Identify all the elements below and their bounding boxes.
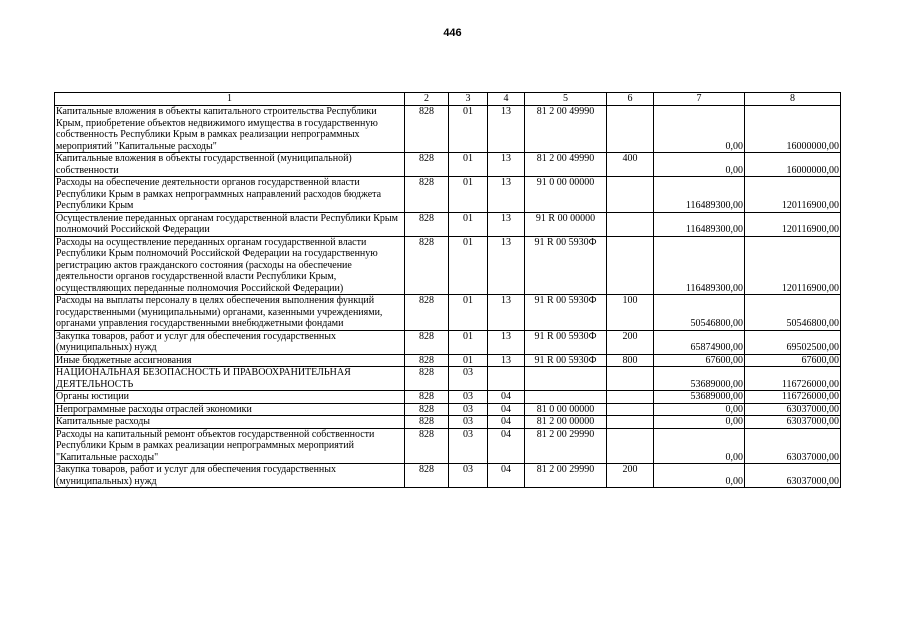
header-cell-5: 5 xyxy=(525,93,607,106)
row-rz-cell: 01 xyxy=(449,295,488,331)
row-pr-cell: 13 xyxy=(488,236,525,295)
row-ved-cell: 828 xyxy=(405,354,449,367)
row-name-cell: НАЦИОНАЛЬНАЯ БЕЗОПАСНОСТЬ И ПРАВООХРАНИТЕЛЬНАЯ ДЕЯТЕЛЬНОСТЬ xyxy=(55,367,405,391)
row-vr-cell xyxy=(607,428,654,464)
row-rz-cell: 03 xyxy=(449,428,488,464)
row-csr-cell: 81 0 00 00000 xyxy=(525,403,607,416)
table-row xyxy=(55,354,841,367)
row-rz-cell: 03 xyxy=(449,367,488,391)
row-csr-cell xyxy=(525,367,607,391)
row-pr-cell: 13 xyxy=(488,295,525,331)
row-pr-cell: 13 xyxy=(488,212,525,236)
row-vr-cell xyxy=(607,212,654,236)
row-sum2-cell: 69502500,00 xyxy=(745,330,841,354)
row-sum1-cell: 0,00 xyxy=(654,403,745,416)
row-sum2-cell: 120116900,00 xyxy=(745,177,841,213)
row-rz-cell: 03 xyxy=(449,464,488,488)
row-sum2-cell: 116726000,00 xyxy=(745,391,841,404)
row-ved-cell: 828 xyxy=(405,295,449,331)
table-row xyxy=(55,236,841,295)
row-sum1-cell: 0,00 xyxy=(654,106,745,153)
row-vr-cell: 800 xyxy=(607,354,654,367)
row-sum2-cell: 67600,00 xyxy=(745,354,841,367)
row-name-cell: Расходы на капитальный ремонт объектов государственной собственности Республики Крым в рамках реализации непрограммных мероприятий "Капитальные расходы" xyxy=(55,428,405,464)
row-sum2-cell: 63037000,00 xyxy=(745,403,841,416)
row-csr-cell: 91 R 00 5930Ф xyxy=(525,236,607,295)
row-sum2-cell: 120116900,00 xyxy=(745,212,841,236)
row-vr-cell: 200 xyxy=(607,464,654,488)
row-vr-cell xyxy=(607,236,654,295)
row-csr-cell: 81 2 00 00000 xyxy=(525,416,607,429)
row-pr-cell: 13 xyxy=(488,354,525,367)
row-sum2-cell: 16000000,00 xyxy=(745,153,841,177)
row-vr-cell xyxy=(607,403,654,416)
table-row xyxy=(55,367,841,391)
table-row xyxy=(55,177,841,213)
row-sum2-cell: 63037000,00 xyxy=(745,464,841,488)
row-sum1-cell: 53689000,00 xyxy=(654,367,745,391)
row-sum1-cell: 0,00 xyxy=(654,428,745,464)
row-sum2-cell: 116726000,00 xyxy=(745,367,841,391)
row-pr-cell xyxy=(488,367,525,391)
row-name-cell: Расходы на обеспечение деятельности органов государственной власти Республики Крым в рамках непрограммных направлений расходов бюджета Республики Крым xyxy=(55,177,405,213)
table-row xyxy=(55,330,841,354)
row-csr-cell: 91 R 00 5930Ф xyxy=(525,295,607,331)
row-pr-cell: 13 xyxy=(488,153,525,177)
row-pr-cell: 13 xyxy=(488,177,525,213)
table-row xyxy=(55,212,841,236)
header-cell-2: 2 xyxy=(405,93,449,106)
row-ved-cell: 828 xyxy=(405,403,449,416)
row-csr-cell: 81 2 00 49990 xyxy=(525,106,607,153)
row-vr-cell: 400 xyxy=(607,153,654,177)
row-rz-cell: 01 xyxy=(449,153,488,177)
table-row xyxy=(55,428,841,464)
row-sum1-cell: 116489300,00 xyxy=(654,236,745,295)
row-sum1-cell: 116489300,00 xyxy=(654,212,745,236)
row-ved-cell: 828 xyxy=(405,416,449,429)
header-cell-7: 7 xyxy=(654,93,745,106)
table-row xyxy=(55,464,841,488)
row-ved-cell: 828 xyxy=(405,367,449,391)
row-ved-cell: 828 xyxy=(405,106,449,153)
row-name-cell: Капитальные вложения в объекты государственной (муниципальной) собственности xyxy=(55,153,405,177)
row-csr-cell: 91 R 00 00000 xyxy=(525,212,607,236)
row-rz-cell: 03 xyxy=(449,416,488,429)
table-row xyxy=(55,106,841,153)
row-sum2-cell: 50546800,00 xyxy=(745,295,841,331)
row-name-cell: Непрограммные расходы отраслей экономики xyxy=(55,403,405,416)
row-name-cell: Закупка товаров, работ и услуг для обеспечения государственных (муниципальных) нужд xyxy=(55,330,405,354)
row-name-cell: Органы юстиции xyxy=(55,391,405,404)
row-rz-cell: 03 xyxy=(449,403,488,416)
row-name-cell: Осуществление переданных органам государственной власти Республики Крым полномочий Российской Федерации xyxy=(55,212,405,236)
row-vr-cell: 200 xyxy=(607,330,654,354)
row-vr-cell xyxy=(607,391,654,404)
table-header-row xyxy=(55,93,841,106)
row-rz-cell: 01 xyxy=(449,177,488,213)
row-vr-cell xyxy=(607,177,654,213)
row-pr-cell: 13 xyxy=(488,106,525,153)
row-sum2-cell: 16000000,00 xyxy=(745,106,841,153)
row-ved-cell: 828 xyxy=(405,177,449,213)
row-pr-cell: 04 xyxy=(488,391,525,404)
row-pr-cell: 04 xyxy=(488,464,525,488)
row-sum1-cell: 50546800,00 xyxy=(654,295,745,331)
row-name-cell: Иные бюджетные ассигнования xyxy=(55,354,405,367)
row-pr-cell: 04 xyxy=(488,403,525,416)
row-csr-cell: 81 2 00 29990 xyxy=(525,464,607,488)
row-rz-cell: 01 xyxy=(449,212,488,236)
row-sum1-cell: 116489300,00 xyxy=(654,177,745,213)
row-name-cell: Расходы на выплаты персоналу в целях обеспечения выполнения функций государственными (муниципальными) органами, казенными учреждениями, органами управления государственными внебюджетными фондами xyxy=(55,295,405,331)
row-csr-cell xyxy=(525,391,607,404)
row-ved-cell: 828 xyxy=(405,212,449,236)
budget-table xyxy=(54,92,841,488)
row-pr-cell: 04 xyxy=(488,428,525,464)
row-vr-cell: 100 xyxy=(607,295,654,331)
header-cell-6: 6 xyxy=(607,93,654,106)
row-rz-cell: 01 xyxy=(449,236,488,295)
row-name-cell: Расходы на осуществление переданных органам государственной власти Республики Крым полномочий Российской Федерации на государственную регистрацию актов гражданского состояния (расходы на обеспечение деятельности органов государственной власти Республики Крым, осуществляющих переданные полномочия Российской Федерации) xyxy=(55,236,405,295)
row-sum1-cell: 0,00 xyxy=(654,153,745,177)
row-sum1-cell: 0,00 xyxy=(654,464,745,488)
row-name-cell: Капитальные вложения в объекты капитального строительства Республики Крым, приобретение объектов недвижимого имущества в государственную собственность Республики Крым в рамках реализации непрограммных мероприятий "Капитальные расходы" xyxy=(55,106,405,153)
row-vr-cell xyxy=(607,367,654,391)
row-sum2-cell: 63037000,00 xyxy=(745,416,841,429)
row-rz-cell: 03 xyxy=(449,391,488,404)
row-csr-cell: 81 2 00 29990 xyxy=(525,428,607,464)
row-sum1-cell: 53689000,00 xyxy=(654,391,745,404)
table-row xyxy=(55,416,841,429)
header-cell-8: 8 xyxy=(745,93,841,106)
row-ved-cell: 828 xyxy=(405,428,449,464)
table-row xyxy=(55,403,841,416)
header-cell-4: 4 xyxy=(488,93,525,106)
row-name-cell: Закупка товаров, работ и услуг для обеспечения государственных (муниципальных) нужд xyxy=(55,464,405,488)
table-row xyxy=(55,153,841,177)
row-csr-cell: 91 R 00 5930Ф xyxy=(525,354,607,367)
header-cell-3: 3 xyxy=(449,93,488,106)
row-sum1-cell: 65874900,00 xyxy=(654,330,745,354)
row-rz-cell: 01 xyxy=(449,330,488,354)
row-pr-cell: 13 xyxy=(488,330,525,354)
row-ved-cell: 828 xyxy=(405,236,449,295)
row-ved-cell: 828 xyxy=(405,330,449,354)
row-sum1-cell: 0,00 xyxy=(654,416,745,429)
header-cell-1: 1 xyxy=(55,93,405,106)
row-rz-cell: 01 xyxy=(449,106,488,153)
table-row xyxy=(55,391,841,404)
row-ved-cell: 828 xyxy=(405,391,449,404)
row-csr-cell: 81 2 00 49990 xyxy=(525,153,607,177)
row-rz-cell: 01 xyxy=(449,354,488,367)
row-csr-cell: 91 0 00 00000 xyxy=(525,177,607,213)
row-csr-cell: 91 R 00 5930Ф xyxy=(525,330,607,354)
page-number: 446 xyxy=(443,27,462,39)
row-vr-cell xyxy=(607,416,654,429)
row-name-cell: Капитальные расходы xyxy=(55,416,405,429)
row-sum2-cell: 63037000,00 xyxy=(745,428,841,464)
row-pr-cell: 04 xyxy=(488,416,525,429)
row-sum1-cell: 67600,00 xyxy=(654,354,745,367)
table-row xyxy=(55,295,841,331)
row-sum2-cell: 120116900,00 xyxy=(745,236,841,295)
row-ved-cell: 828 xyxy=(405,153,449,177)
row-ved-cell: 828 xyxy=(405,464,449,488)
row-vr-cell xyxy=(607,106,654,153)
